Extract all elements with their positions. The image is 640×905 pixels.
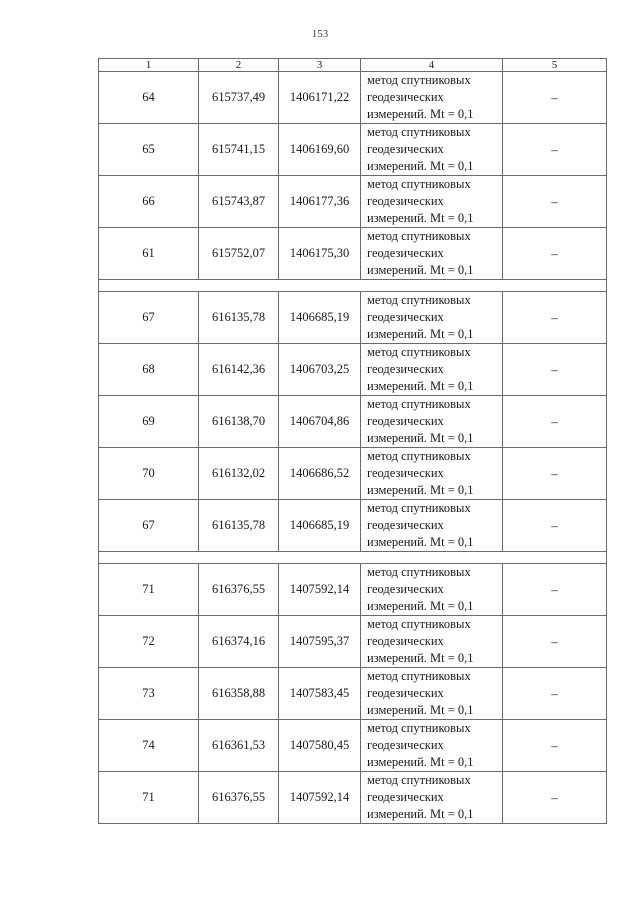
group-separator-row	[99, 552, 607, 564]
x-coordinate-cell: 616135,78	[199, 292, 279, 344]
y-coordinate-cell: 1407592,14	[279, 772, 361, 824]
point-number-cell: 73	[99, 668, 199, 720]
table-row	[99, 124, 607, 176]
x-coordinate-cell: 616374,16	[199, 616, 279, 668]
method-text-line: измерений. Mt = 0,1	[367, 159, 474, 173]
table-row	[99, 448, 607, 500]
method-text-line: метод спутниковых	[367, 73, 471, 87]
method-text-line: метод спутниковых	[367, 229, 471, 243]
table-row	[99, 500, 607, 552]
y-coordinate-cell: 1406175,30	[279, 228, 361, 280]
column-5-cell: –	[503, 72, 607, 124]
method-text-line: геодезических	[367, 414, 444, 428]
group-separator-row	[99, 280, 607, 292]
point-number-cell: 71	[99, 564, 199, 616]
method-text-line: геодезических	[367, 90, 444, 104]
method-text-line: метод спутниковых	[367, 125, 471, 139]
y-coordinate-cell: 1406177,36	[279, 176, 361, 228]
method-cell	[361, 772, 503, 824]
x-coordinate-cell: 616376,55	[199, 772, 279, 824]
column-5-cell: –	[503, 668, 607, 720]
group-separator-cell	[99, 280, 607, 292]
column-header-3: 3	[279, 59, 361, 72]
x-coordinate-cell: 615752,07	[199, 228, 279, 280]
method-cell	[361, 668, 503, 720]
column-header-1: 1	[99, 59, 199, 72]
method-cell	[361, 396, 503, 448]
table-row	[99, 720, 607, 772]
method-text-line: геодезических	[367, 634, 444, 648]
method-text-line: метод спутниковых	[367, 345, 471, 359]
method-text-line: геодезических	[367, 466, 444, 480]
method-text-line: геодезических	[367, 790, 444, 804]
group-separator-cell	[99, 552, 607, 564]
point-number-cell: 72	[99, 616, 199, 668]
column-header-2: 2	[199, 59, 279, 72]
table-row	[99, 292, 607, 344]
y-coordinate-cell: 1406169,60	[279, 124, 361, 176]
column-5-cell: –	[503, 292, 607, 344]
y-coordinate-cell: 1406171,22	[279, 72, 361, 124]
method-text-line: геодезических	[367, 362, 444, 376]
method-text-line: измерений. Mt = 0,1	[367, 535, 474, 549]
method-text-line: метод спутниковых	[367, 449, 471, 463]
table-row	[99, 72, 607, 124]
method-text-line: измерений. Mt = 0,1	[367, 599, 474, 613]
method-text-line: метод спутниковых	[367, 773, 471, 787]
column-5-cell: –	[503, 448, 607, 500]
point-number-cell: 61	[99, 228, 199, 280]
method-text-line: геодезических	[367, 310, 444, 324]
method-cell	[361, 72, 503, 124]
method-text-line: геодезических	[367, 518, 444, 532]
table-row	[99, 772, 607, 824]
y-coordinate-cell: 1407595,37	[279, 616, 361, 668]
method-text-line: измерений. Mt = 0,1	[367, 327, 474, 341]
method-text-line: геодезических	[367, 738, 444, 752]
y-coordinate-cell: 1407592,14	[279, 564, 361, 616]
method-text-line: метод спутниковых	[367, 501, 471, 515]
method-text-line: геодезических	[367, 142, 444, 156]
column-header-5: 5	[503, 59, 607, 72]
method-text-line: измерений. Mt = 0,1	[367, 483, 474, 497]
method-text-line: метод спутниковых	[367, 177, 471, 191]
header-row	[99, 59, 607, 72]
method-text-line: измерений. Mt = 0,1	[367, 379, 474, 393]
method-text-line: метод спутниковых	[367, 617, 471, 631]
x-coordinate-cell: 615743,87	[199, 176, 279, 228]
point-number-cell: 64	[99, 72, 199, 124]
y-coordinate-cell: 1406685,19	[279, 500, 361, 552]
point-number-cell: 66	[99, 176, 199, 228]
point-number-cell: 70	[99, 448, 199, 500]
method-cell	[361, 564, 503, 616]
page-number: 153	[311, 28, 329, 40]
x-coordinate-cell: 616138,70	[199, 396, 279, 448]
column-5-cell: –	[503, 124, 607, 176]
method-text-line: метод спутниковых	[367, 565, 471, 579]
table-row	[99, 396, 607, 448]
method-text-line: измерений. Mt = 0,1	[367, 211, 474, 225]
x-coordinate-cell: 616361,53	[199, 720, 279, 772]
column-5-cell: –	[503, 228, 607, 280]
method-cell	[361, 616, 503, 668]
method-text-line: измерений. Mt = 0,1	[367, 107, 474, 121]
table-row	[99, 564, 607, 616]
x-coordinate-cell: 616376,55	[199, 564, 279, 616]
column-5-cell: –	[503, 772, 607, 824]
method-cell	[361, 124, 503, 176]
method-cell	[361, 344, 503, 396]
method-text-line: метод спутниковых	[367, 293, 471, 307]
point-number-cell: 65	[99, 124, 199, 176]
x-coordinate-cell: 616358,88	[199, 668, 279, 720]
method-text-line: измерений. Mt = 0,1	[367, 263, 474, 277]
y-coordinate-cell: 1407580,45	[279, 720, 361, 772]
table-body	[99, 72, 607, 824]
method-cell	[361, 228, 503, 280]
method-cell	[361, 500, 503, 552]
column-5-cell: –	[503, 616, 607, 668]
table-row	[99, 344, 607, 396]
column-5-cell: –	[503, 720, 607, 772]
column-5-cell: –	[503, 500, 607, 552]
method-text-line: измерений. Mt = 0,1	[367, 431, 474, 445]
x-coordinate-cell: 616135,78	[199, 500, 279, 552]
method-cell	[361, 176, 503, 228]
method-text-line: геодезических	[367, 582, 444, 596]
method-text-line: метод спутниковых	[367, 397, 471, 411]
column-5-cell: –	[503, 564, 607, 616]
point-number-cell: 67	[99, 500, 199, 552]
method-text-line: измерений. Mt = 0,1	[367, 703, 474, 717]
method-text-line: измерений. Mt = 0,1	[367, 807, 474, 821]
table-row	[99, 176, 607, 228]
method-text-line: геодезических	[367, 686, 444, 700]
y-coordinate-cell: 1406685,19	[279, 292, 361, 344]
x-coordinate-cell: 615741,15	[199, 124, 279, 176]
y-coordinate-cell: 1407583,45	[279, 668, 361, 720]
y-coordinate-cell: 1406686,52	[279, 448, 361, 500]
point-number-cell: 71	[99, 772, 199, 824]
table-row	[99, 668, 607, 720]
table-row	[99, 616, 607, 668]
column-header-4: 4	[361, 59, 503, 72]
point-number-cell: 69	[99, 396, 199, 448]
x-coordinate-cell: 615737,49	[199, 72, 279, 124]
method-text-line: метод спутниковых	[367, 669, 471, 683]
method-text-line: измерений. Mt = 0,1	[367, 651, 474, 665]
point-number-cell: 67	[99, 292, 199, 344]
column-5-cell: –	[503, 344, 607, 396]
method-text-line: геодезических	[367, 194, 444, 208]
point-number-cell: 74	[99, 720, 199, 772]
y-coordinate-cell: 1406703,25	[279, 344, 361, 396]
method-cell	[361, 448, 503, 500]
column-5-cell: –	[503, 396, 607, 448]
coordinates-table	[98, 58, 607, 824]
method-cell	[361, 292, 503, 344]
method-text-line: измерений. Mt = 0,1	[367, 755, 474, 769]
x-coordinate-cell: 616132,02	[199, 448, 279, 500]
column-5-cell: –	[503, 176, 607, 228]
point-number-cell: 68	[99, 344, 199, 396]
method-text-line: метод спутниковых	[367, 721, 471, 735]
table-row	[99, 228, 607, 280]
method-cell	[361, 720, 503, 772]
method-text-line: геодезических	[367, 246, 444, 260]
y-coordinate-cell: 1406704,86	[279, 396, 361, 448]
x-coordinate-cell: 616142,36	[199, 344, 279, 396]
